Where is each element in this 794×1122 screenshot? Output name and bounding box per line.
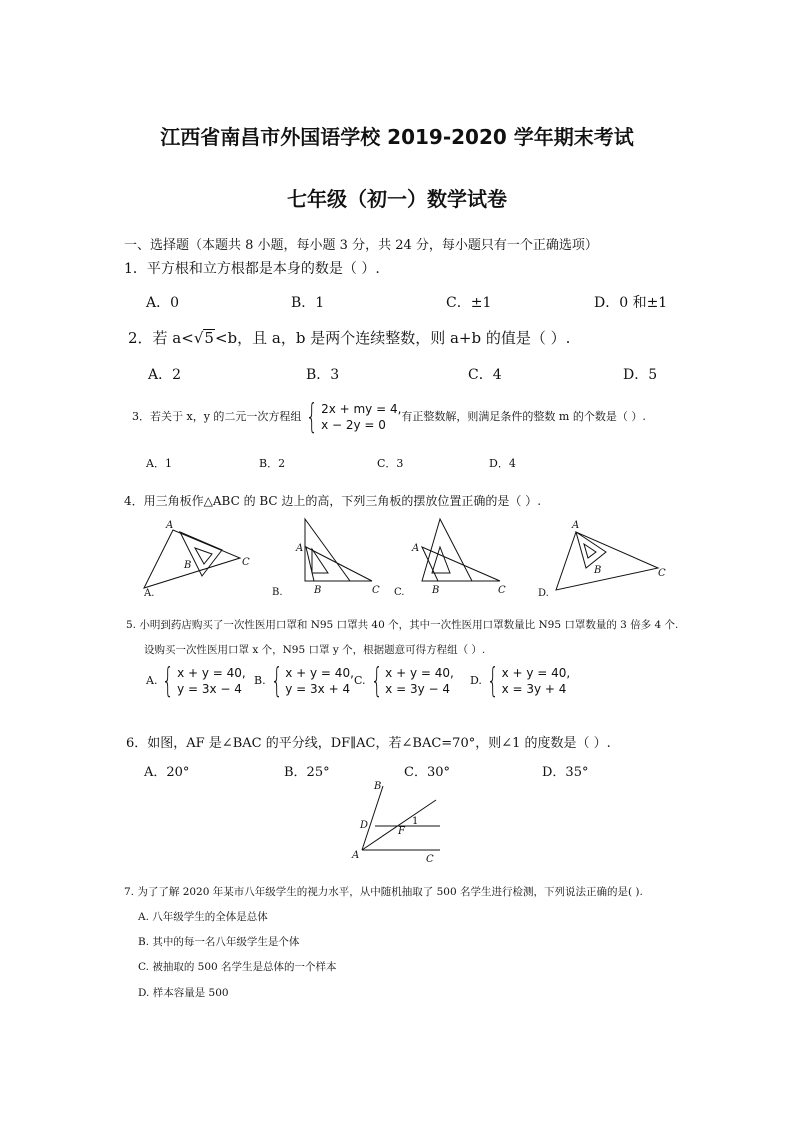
q4-figure-b [270, 515, 385, 600]
question-6-stem: 6．如图，AF 是∠BAC 的平分线，DF∥AC，若∠BAC=70°，则∠1 的度数是（ ）. [126, 736, 611, 751]
q5-b-eq2: y = 3x + 4 [285, 682, 351, 696]
triangle-abc-c [422, 547, 500, 581]
set-square-inner-c [432, 547, 450, 573]
q2-option-b: B．3 [306, 367, 340, 383]
q5-option-a [146, 661, 246, 701]
q5-option-d [470, 661, 571, 701]
question-3-stem [132, 397, 646, 437]
q5-option-c-label: C. [354, 674, 366, 687]
vertex-c: C [372, 585, 380, 596]
q7-option-b: B. 其中的每一名八年级学生是个体 [138, 936, 300, 948]
brace-symbol: { [306, 397, 319, 437]
q3-option-a: A．1 [146, 457, 172, 470]
question-5-line-1: 5. 小明到药店购买了一次性医用口罩和 N95 口罩共 40 个，其中一次性医用口罩数量比 N95 口罩数量的 3 倍多 4 个. [126, 619, 679, 631]
q6-option-c: C．30° [404, 765, 450, 780]
vertex-a: A [572, 520, 580, 531]
brace-symbol: { [370, 661, 383, 701]
q5-d-eq1: x + y = 40, [501, 666, 571, 680]
q5-option-d-label: D. [470, 674, 482, 687]
vertex-c: C [658, 568, 666, 579]
brace-symbol: { [162, 661, 175, 701]
q5-c-eq2: x = 3y − 4 [385, 682, 451, 696]
q4-figure-c [392, 515, 512, 600]
vertex-b: B [594, 565, 602, 576]
q5-d-eq2: x = 3y + 4 [501, 682, 567, 696]
q1-option-b: B．1 [291, 295, 325, 311]
brace-symbol: { [270, 661, 283, 701]
q2-option-a: A．2 [148, 367, 182, 383]
q3-option-b: B．2 [259, 457, 286, 470]
q2-radicand: 5 [204, 329, 214, 347]
q1-option-a: A．0 [146, 295, 180, 311]
q5-option-b-label: B. [254, 674, 266, 687]
label-angle-1: 1 [412, 816, 419, 827]
q4-figure-a [140, 518, 265, 600]
vertex-b: B [432, 585, 440, 596]
q3-eq1: 2x + my = 4, [321, 402, 402, 416]
label-a: A [352, 850, 360, 861]
q5-c-eq1: x + y = 40, [385, 666, 454, 680]
vertex-a: A [166, 520, 174, 531]
exam-subtitle: 七年级（初一）数学试卷 [287, 187, 507, 211]
triangle-abc-d [556, 532, 658, 590]
q3-eq2: x − 2y = 0 [321, 418, 386, 432]
option-label-a: A. [144, 588, 155, 599]
label-f: F [398, 826, 405, 837]
q5-option-c [354, 661, 454, 701]
q7-option-c: C. 被抽取的 500 名学生是总体的一个样本 [138, 961, 337, 973]
q2-stem-after: <b，且 a，b 是两个连续整数，则 a+b 的值是（ ）. [214, 329, 571, 347]
question-1-stem: 1．平方根和立方根都是本身的数是（ ）. [124, 261, 380, 277]
vertex-c: C [498, 585, 506, 596]
q5-option-a-label: A. [146, 674, 158, 687]
label-c: C [426, 854, 434, 865]
q3-equation-system [301, 397, 402, 437]
option-label-c: C. [394, 587, 405, 598]
q5-option-b [254, 661, 354, 701]
set-square-d [576, 532, 606, 568]
q6-option-d: D．35° [542, 765, 589, 780]
option-label-d: D. [538, 588, 549, 599]
ray-ab [362, 786, 383, 850]
question-2-stem [128, 327, 570, 348]
q3-option-d: D．4 [489, 457, 516, 470]
section-heading: 一、选择题（本题共 8 小题，每小题 3 分，共 24 分，每小题只有一个正确选项） [124, 238, 598, 253]
set-square-inner-b [312, 549, 328, 573]
vertex-a: A [296, 543, 304, 554]
set-square-inner-a [195, 548, 212, 564]
option-label-b: B. [272, 587, 283, 598]
label-d: D [360, 820, 369, 831]
q4-figure-d [534, 518, 674, 600]
triangle-abc-b [306, 547, 372, 581]
question-7-stem: 7. 为了了解 2020 年某市八年级学生的视力水平，从中随机抽取了 500 名学生进行检测，下列说法正确的是( ). [124, 886, 643, 898]
q1-option-d: D．0 和±1 [594, 295, 668, 311]
question-5-line-2: 设购买一次性医用口罩 x 个，N95 口罩 y 个，根据题意可得方程组（ ）. [144, 644, 486, 656]
set-square-inner-d [584, 544, 596, 558]
label-b: B [374, 781, 382, 792]
q3-stem-after: 有正整数解，则满足条件的整数 m 的个数是（ ）. [401, 410, 646, 423]
q2-option-c: C．4 [468, 367, 502, 383]
q5-b-eq1: x + y = 40, [285, 666, 354, 680]
bisector-af [362, 800, 436, 850]
q7-option-a: A. 八年级学生的全体是总体 [138, 911, 268, 923]
q3-stem-before: 3．若关于 x，y 的二元一次方程组 [132, 410, 302, 423]
q2-stem-before: 2．若 a< [128, 329, 194, 347]
vertex-a: A [412, 543, 420, 554]
q6-figure [348, 780, 448, 866]
q6-option-a: A．20° [144, 765, 190, 780]
q7-option-d: D. 样本容量是 500 [138, 987, 229, 999]
q2-option-d: D．5 [623, 367, 658, 383]
q6-option-b: B．25° [284, 765, 330, 780]
vertex-b: B [184, 560, 192, 571]
exam-title: 江西省南昌市外国语学校 2019-2020 学年期末考试 [160, 125, 634, 149]
question-4-stem: 4．用三角板作△ABC 的 BC 边上的高，下列三角板的摆放位置正确的是（ ）. [124, 494, 542, 508]
triangle-abc-a [144, 530, 240, 588]
vertex-c: C [242, 557, 250, 568]
q3-option-c: C．3 [377, 457, 404, 470]
q1-option-c: C．±1 [446, 295, 492, 311]
q5-a-eq1: x + y = 40, [177, 666, 246, 680]
brace-symbol: { [486, 661, 499, 701]
vertex-b: B [314, 585, 322, 596]
q5-a-eq2: y = 3x − 4 [177, 682, 242, 696]
sqrt-symbol: √ [193, 329, 204, 347]
